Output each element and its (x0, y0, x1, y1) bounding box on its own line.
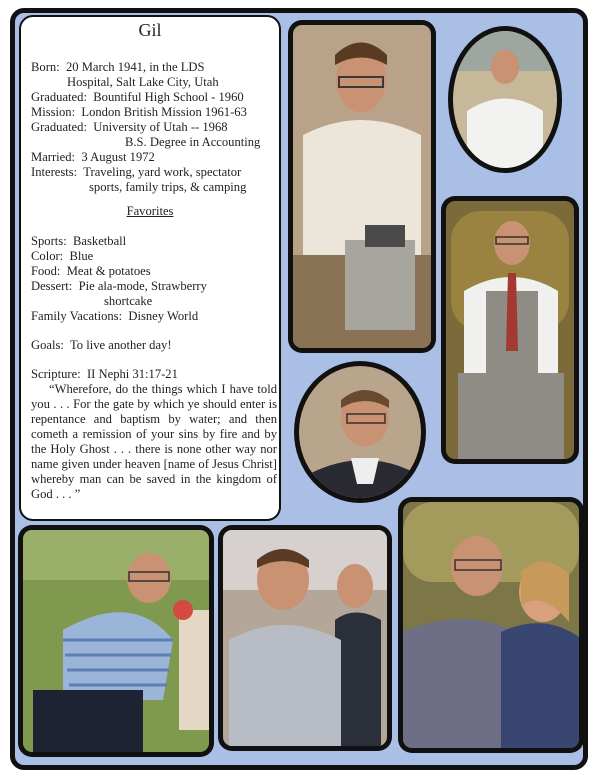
bio-card (19, 15, 281, 521)
graduated-u-value: University of Utah -- 1968 (93, 120, 228, 134)
page-title: Gil (138, 20, 162, 40)
interests-label: Interests: (31, 165, 78, 179)
photo-two-men (218, 525, 392, 751)
photo-sleeping-image (403, 502, 579, 748)
married-value: 3 August 1972 (81, 150, 155, 164)
vacations-label: Family Vacations: (31, 309, 123, 323)
born-label: Born: (31, 60, 60, 74)
mission-label: Mission: (31, 105, 76, 119)
photo-armchair (441, 196, 579, 464)
degree-value: B.S. Degree in Accounting (125, 135, 261, 149)
photo-yard-work-image (23, 530, 209, 752)
photo-yard-work (18, 525, 214, 757)
photo-portrait-oval (294, 361, 426, 503)
scripture-reference: II Nephi 31:17-21 (86, 367, 178, 381)
graduated-label: Graduated: (31, 90, 87, 104)
photo-cinder-block (288, 20, 436, 353)
food-label: Food: (31, 264, 61, 278)
photo-beach-oval-image (453, 31, 557, 168)
born-value-2: Hospital, Salt Lake City, Utah (67, 75, 219, 89)
food-value: Meat & potatoes (66, 264, 151, 278)
sports-value: Basketball (73, 234, 127, 248)
interests-value: Traveling, yard work, spectator (83, 165, 242, 179)
dessert-value-2: shortcake (104, 294, 153, 308)
photo-beach-oval (448, 26, 562, 173)
dessert-label: Dessert: (31, 279, 73, 293)
photo-armchair-image (446, 201, 574, 459)
sports-label: Sports: (31, 234, 67, 248)
graduated-hs-value: Bountiful High School - 1960 (93, 90, 244, 104)
photo-portrait-oval-image (299, 366, 421, 498)
color-value: Blue (69, 249, 94, 263)
color-label: Color: (31, 249, 64, 263)
vacations-value: Disney World (128, 309, 199, 323)
scripture-quote: “Wherefore, do the things which I have told you . . . For the gate by which ye should enter is repentance and baptism by water; and then cometh a remission of your sins by fire and by the Holy Ghost . . . there is none other way nor name given under heaven [name of Jesus Christ] whereby man can be saved in the kingdom of God . . . ” (31, 382, 277, 501)
goals-value: To live another day! (69, 338, 172, 352)
born-value: 20 March 1941, in the LDS (65, 60, 205, 74)
photo-sleeping (398, 497, 584, 753)
favorites-heading: Favorites (126, 204, 174, 218)
interests-value-2: sports, family trips, & camping (89, 180, 247, 194)
mission-value: London British Mission 1961-63 (81, 105, 247, 119)
goals-label: Goals: (31, 338, 64, 352)
photo-cinder-block-image (293, 25, 431, 348)
scripture-label: Scripture: (31, 367, 81, 381)
graduated-label-2: Graduated: (31, 120, 87, 134)
photo-two-men-image (223, 530, 387, 746)
married-label: Married: (31, 150, 76, 164)
dessert-value: Pie ala-mode, Strawberry (78, 279, 207, 293)
